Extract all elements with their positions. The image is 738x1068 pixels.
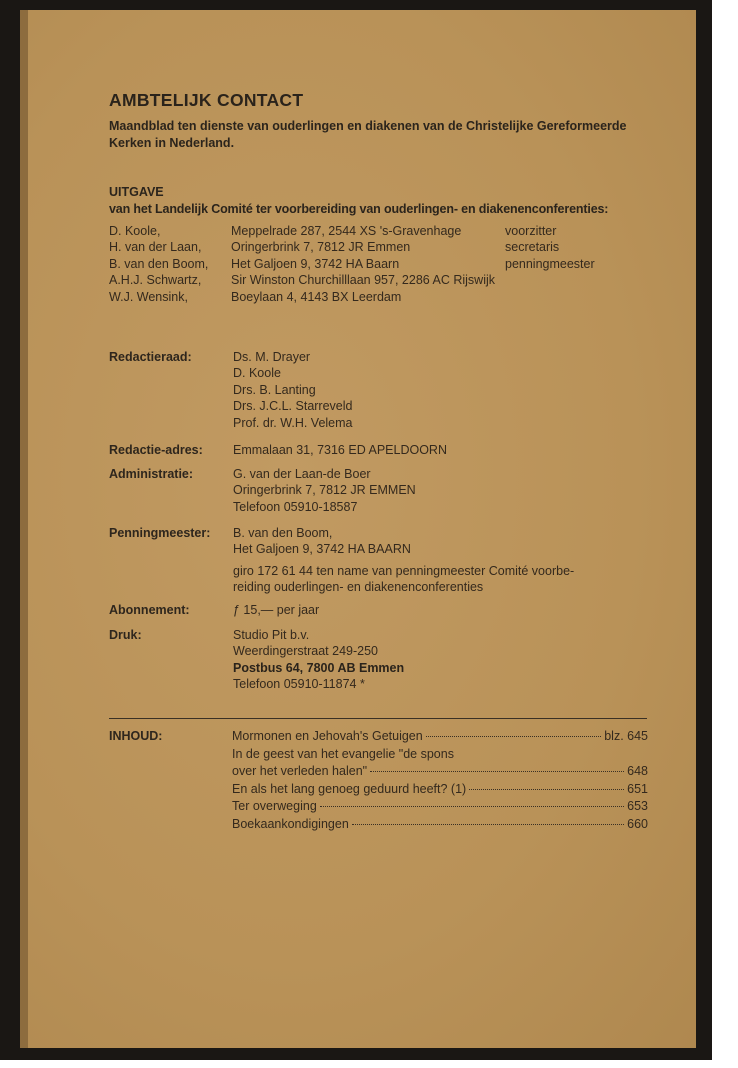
toc-entry[interactable]: [232, 746, 648, 764]
committee-address: Oringerbrink 7, 7812 JR Emmen: [231, 240, 411, 255]
penningmeester-line: B. van den Boom,: [233, 526, 333, 540]
toc-entry-page: 651: [627, 781, 648, 796]
toc-leader-dots: [370, 771, 624, 772]
toc-entry-title: Mormonen en Jehovah's Getuigen: [232, 729, 423, 743]
toc-leader-dots: [320, 806, 624, 807]
redactieraad-member: D. Koole: [233, 366, 281, 381]
uitgave-organization: van het Landelijk Comité ter voorbereiding van ouderlingen- en diakenenconferenties:: [109, 202, 609, 216]
administratie-line: Oringerbrink 7, 7812 JR EMMEN: [233, 483, 416, 498]
redactieraad-member: Ds. M. Drayer: [233, 350, 311, 364]
administratie-lines: [233, 466, 416, 515]
committee-name: W.J. Wensink,: [109, 289, 188, 304]
toc-entry[interactable]: [232, 816, 648, 834]
toc-entry-title: Ter overweging: [232, 799, 317, 814]
committee-name: H. van der Laan,: [109, 240, 202, 255]
committee-role: secretaris: [505, 240, 560, 255]
druk-line: Weerdingerstraat 249-250: [233, 644, 378, 659]
committee-role: voorzitter: [505, 224, 557, 238]
abonnement-value: ƒ 15,— per jaar: [233, 603, 320, 617]
redactie-adres-value: Emmalaan 31, 7316 ED APELDOORN: [233, 443, 447, 457]
penningmeester-label: Penningmeester:: [109, 526, 211, 540]
committee-names: [109, 223, 208, 305]
administratie-label: Administratie:: [109, 467, 194, 481]
druk-lines: [233, 627, 404, 693]
committee-address: Het Galjoen 9, 3742 HA Baarn: [231, 256, 400, 271]
giro-line: giro 172 61 44 ten name van penningmeester Comité voorbe-: [233, 564, 575, 578]
toc-entry-page: 648: [627, 764, 648, 779]
administratie-line: Telefoon 05910-18587: [233, 499, 358, 514]
redactieraad-member: Drs. J.C.L. Starreveld: [233, 399, 353, 414]
committee-addresses: [231, 223, 495, 305]
committee-role: penningmeester: [505, 256, 595, 271]
committee-roles: [505, 223, 595, 272]
committee-address: Meppelrade 287, 2544 XS 's-Gravenhage: [231, 224, 462, 238]
giro-lines: [233, 563, 574, 596]
penningmeester-line: Het Galjoen 9, 3742 HA BAARN: [233, 542, 411, 557]
penningmeester-lines: [233, 525, 411, 558]
toc-entry[interactable]: [232, 781, 648, 799]
toc-leader-dots: [352, 824, 624, 825]
binding-edge: [20, 10, 28, 1048]
table-of-contents: [232, 728, 648, 834]
toc-entry-title: In de geest van het evangelie "de spons: [232, 746, 454, 761]
redactieraad-label: Redactieraad:: [109, 350, 192, 364]
toc-leader-dots: [426, 736, 602, 737]
uitgave-heading: UITGAVE: [109, 185, 164, 199]
druk-phone: Telefoon 05910-11874 *: [233, 677, 365, 692]
committee-name: B. van den Boom,: [109, 256, 209, 271]
toc-leader-dots: [469, 789, 624, 790]
toc-entry-title: over het verleden halen": [232, 764, 368, 779]
redactie-adres-label: Redactie-adres:: [109, 443, 203, 457]
druk-postbus: Postbus 64, 7800 AB Emmen: [233, 660, 405, 675]
inhoud-label: INHOUD:: [109, 729, 163, 743]
committee-address: Sir Winston Churchilllaan 957, 2286 AC Rijswijk: [231, 273, 496, 288]
druk-line: Studio Pit b.v.: [233, 628, 310, 642]
toc-entry[interactable]: [232, 728, 648, 746]
committee-address: Boeylaan 4, 4143 BX Leerdam: [231, 289, 402, 304]
toc-entry[interactable]: [232, 763, 648, 781]
toc-entry-page: 653: [627, 799, 648, 814]
toc-entry[interactable]: [232, 798, 648, 816]
magazine-subtitle: Maandblad ten dienste van ouderlingen en diakenen van de Christelijke Gereformeerde Kerken in Nederland.: [109, 119, 627, 150]
administratie-line: G. van der Laan-de Boer: [233, 467, 371, 481]
redactieraad-member: Prof. dr. W.H. Velema: [233, 415, 353, 430]
abonnement-label: Abonnement:: [109, 603, 190, 617]
redactieraad-member: Drs. B. Lanting: [233, 382, 316, 397]
magazine-inside-cover: [20, 10, 696, 1048]
redactieraad-members: [233, 349, 353, 431]
toc-entry-page: blz. 645: [604, 729, 648, 743]
druk-label: Druk:: [109, 628, 142, 642]
magazine-title: AMBTELIJK CONTACT: [109, 90, 304, 110]
toc-entry-title: Boekaankondigingen: [232, 816, 349, 831]
toc-entry-title: En als het lang genoeg geduurd heeft? (1): [232, 781, 467, 796]
toc-entry-page: 660: [627, 816, 648, 831]
divider-rule: [109, 718, 647, 719]
committee-name: A.H.J. Schwartz,: [109, 273, 202, 288]
committee-name: D. Koole,: [109, 224, 161, 238]
giro-line: reiding ouderlingen- en diakenenconferenties: [233, 580, 484, 595]
